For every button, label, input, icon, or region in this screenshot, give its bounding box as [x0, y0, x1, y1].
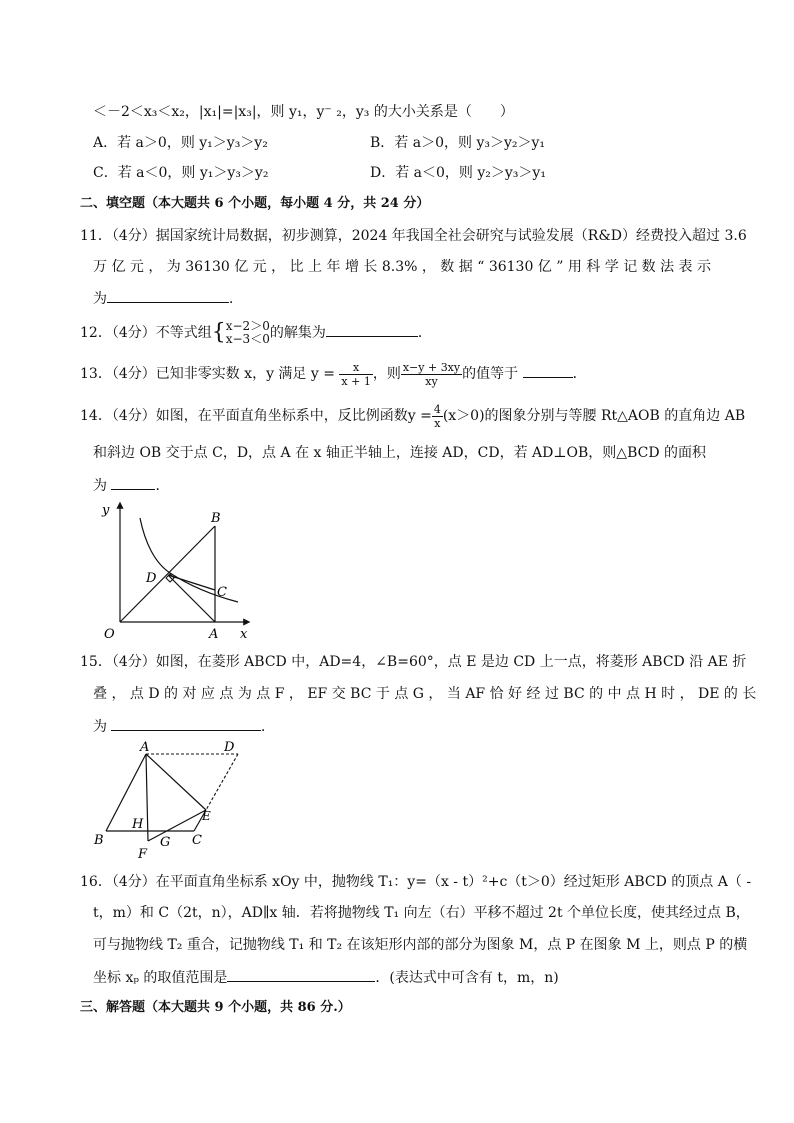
q14-prefix: 14．（4分）如图，在平面直角坐标系中，反比例函数y = — [80, 408, 432, 424]
q14-line-3-text: 为 — [93, 478, 107, 494]
q13-line — [80, 360, 587, 388]
q12-answer-blank[interactable] — [326, 322, 418, 337]
q10-option-a: A．若 a＞0，则 y₁＞y₃＞y₂ — [93, 135, 268, 151]
q12-line — [80, 320, 432, 346]
q15-end: ． — [261, 719, 275, 735]
q15-line-3-text: 为 — [93, 719, 107, 735]
q16-line-4b: ．(表达式中可含有 t，m，n) — [375, 970, 559, 986]
q13-suffix: 的值等于 — [462, 366, 519, 382]
q16-line-4a: 坐标 xₚ 的取值范围是 — [93, 970, 228, 986]
q15-label-h: H — [132, 817, 144, 832]
q15-label-b: B — [94, 833, 104, 848]
q12-inequality-2: x−3＜0 — [225, 332, 270, 346]
q12-inequality-1: x−2＞0 — [225, 319, 270, 333]
q13-fraction-2 — [401, 361, 462, 388]
q15-segment-de — [206, 754, 238, 810]
q14-condition: (x＞0) — [442, 408, 485, 424]
q14-label-d: D — [146, 571, 157, 586]
q14-rest: 的图象分别与等腰 Rt△AOB 的直角边 AB — [484, 408, 746, 424]
q14-line-2: 和斜边 OB 交于点 C，D，点 A 在 x 轴正半轴上，连接 AD，CD，若 AD⊥OB，则△BCD 的面积 — [93, 445, 706, 461]
q13-fraction-1-den: x + 1 — [341, 374, 371, 388]
q10-option-c: C．若 a＜0，则 y₁＞y₃＞y₂ — [93, 165, 269, 181]
q16-answer-blank[interactable] — [227, 967, 375, 982]
q13-answer-blank[interactable] — [523, 363, 573, 378]
q16-line-4 — [93, 967, 559, 988]
section-3-heading: 三、解答题（本大题共 9 个小题，共 86 分.） — [80, 1000, 351, 1015]
q15-label-g: G — [160, 835, 171, 850]
q16-line-1: 16．（4分）在平面直角坐标系 xOy 中，抛物线 T₁：y=（x - t）²+c（t＞0）经过矩形 ABCD 的顶点 A（ - — [80, 874, 752, 890]
q15-label-d: D — [224, 740, 235, 755]
q14-fraction-num: 4 — [433, 402, 441, 416]
q15-segment-ae — [146, 754, 206, 810]
q13-prefix: 13．（4分）已知非零实数 x，y 满足 y = — [80, 366, 335, 382]
q15-figure — [88, 738, 248, 860]
q10-option-b: B．若 a＞0，则 y₃＞y₂＞y₁ — [370, 135, 546, 151]
q11-end: ． — [229, 291, 243, 307]
q15-label-c: C — [192, 833, 202, 848]
q16-line-2: t，m）和 C（2t，n），AD∥x 轴．若将抛物线 T₁ 向左（右）平移不超过 2t 个单位长度，使其经过点 B， — [93, 905, 750, 921]
q10-option-d: D．若 a＜0，则 y₂＞y₃＞y₁ — [370, 165, 546, 181]
q13-fraction-2-num: x−y + 3xy — [402, 360, 461, 374]
q10-continuation: ＜－2＜x₃＜x₂，|x₁|=|x₃|，则 y₁，y⁻ ₂，y₃ 的大小关系是（ ） — [93, 104, 514, 120]
q14-label-y: y — [102, 503, 110, 518]
q14-line-1 — [80, 402, 745, 430]
q14-label-b: B — [211, 511, 221, 526]
q13-mid: ，则 — [372, 366, 401, 382]
q12-prefix: 12．（4分）不等式组 — [80, 325, 212, 341]
q11-line-3 — [93, 288, 243, 309]
q12-suffix: 的解集为 — [269, 325, 326, 341]
q14-figure — [90, 498, 260, 648]
q11-line-2: 万 亿 元 ， 为 36130 亿 元 ， 比 上 年 增 长 8.3% ， 数 据 “ 36130 亿 ” 用 科 学 记 数 法 表 示 — [93, 259, 712, 275]
q12-system — [226, 320, 270, 346]
q14-fraction-den: x — [434, 416, 441, 430]
q14-fraction — [432, 403, 443, 430]
q15-segment-af — [146, 754, 148, 841]
q15-answer-blank[interactable] — [111, 716, 261, 731]
q15-label-a: A — [140, 740, 150, 755]
q14-label-c: C — [217, 585, 227, 600]
q15-line-3 — [93, 716, 275, 737]
q11-answer-blank[interactable] — [107, 288, 229, 303]
q14-label-a: A — [209, 627, 219, 642]
q14-answer-blank[interactable] — [111, 475, 155, 490]
q15-line-1: 15．（4分）如图，在菱形 ABCD 中，AD=4，∠B=60°，点 E 是边 CD 上一点，将菱形 ABCD 沿 AE 折 — [80, 654, 747, 670]
q11-line-1: 11．（4分）据国家统计局数据，初步测算，2024 年我国全社会研究与试验发展（R&D）经费投入超过 3.6 — [80, 228, 747, 244]
q15-line-2: 叠 ， 点 D 的 对 应 点 为 点 F ， EF 交 BC 于 点 G ， 当 AF 恰 好 经 过 BC 的 中 点 H 时 ， DE 的 长 — [93, 686, 757, 702]
section-2-heading: 二、填空题（本大题共 6 个小题，每小题 4 分，共 24 分） — [80, 196, 430, 211]
q11-line-3-text: 为 — [93, 291, 107, 307]
q14-label-o: O — [104, 627, 115, 642]
q15-label-e: E — [202, 809, 211, 823]
q16-line-3: 可与抛物线 T₂ 重合，记抛物线 T₁ 和 T₂ 在该矩形内部的部分为图象 M，点 P 在图象 M 上，则点 P 的横 — [93, 937, 748, 953]
q14-end: ． — [155, 478, 170, 494]
q13-fraction-2-den: xy — [425, 374, 438, 388]
q14-line-3 — [93, 475, 169, 496]
q12-end: ． — [417, 325, 432, 341]
q13-end: ． — [572, 366, 587, 382]
q13-fraction-1-num: x — [339, 361, 372, 375]
q15-label-f: F — [138, 847, 148, 860]
q14-label-x: x — [240, 627, 248, 642]
q13-fraction-1 — [339, 361, 372, 388]
q12-brace: { — [211, 320, 226, 345]
